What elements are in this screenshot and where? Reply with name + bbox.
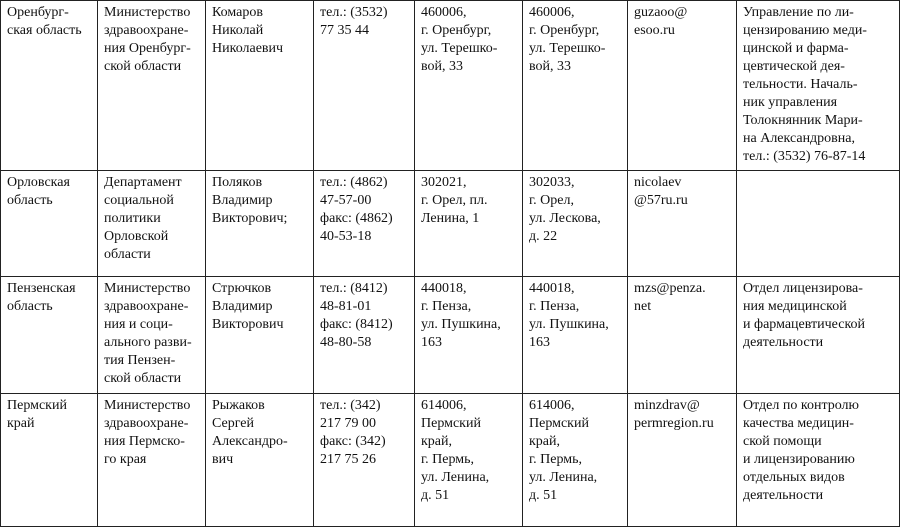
cell-line: г. Орел, пл. — [421, 193, 488, 208]
cell-line: г. Пермь, — [421, 452, 475, 467]
cell-line: 217 79 00 — [320, 416, 376, 431]
cell-line: Министерство — [104, 398, 191, 413]
cell-line: 614006, — [421, 398, 467, 413]
table-row — [1, 277, 900, 394]
cell-line: цензированию меди- — [743, 23, 867, 38]
cell-line: тельности. Началь- — [743, 77, 858, 92]
cell-line: nicolaev — [634, 175, 682, 190]
cell-line: тел.: (342) — [320, 398, 381, 413]
cell-line: ник управления — [743, 95, 838, 110]
cell-line: Стрючков — [212, 281, 272, 296]
cell-line: край — [7, 416, 35, 431]
cell-line: ния Пермско- — [104, 434, 185, 449]
cell-line: @57ru.ru — [634, 193, 688, 208]
cell-line: Управление по ли- — [743, 5, 854, 20]
table-row — [1, 171, 900, 277]
cell-line: тел.: (3532) 76-87-14 — [743, 149, 866, 164]
email-cell — [628, 171, 737, 277]
cell-line: 77 35 44 — [320, 23, 369, 38]
cell-line: Николай — [212, 23, 264, 38]
cell-line: ния медицинской — [743, 299, 847, 314]
cell-line: 302021, — [421, 175, 467, 190]
cell-line: ул. Терешко- — [529, 41, 606, 56]
postal-address-cell — [523, 1, 628, 171]
cell-line: 460006, — [421, 5, 467, 20]
division-cell — [737, 277, 900, 394]
cell-line: тел.: (8412) — [320, 281, 388, 296]
cell-line: esoo.ru — [634, 23, 675, 38]
cell-line: minzdrav@ — [634, 398, 700, 413]
region-cell — [1, 394, 98, 527]
cell-line: Департамент — [104, 175, 182, 190]
cell-line: Владимир — [212, 193, 273, 208]
cell-line: Рыжаков — [212, 398, 265, 413]
cell-line: 48-81-01 — [320, 299, 372, 314]
email-cell — [628, 394, 737, 527]
authority-cell — [98, 171, 206, 277]
postal-address-cell — [523, 394, 628, 527]
cell-line: Николаевич — [212, 41, 284, 56]
cell-line: Поляков — [212, 175, 263, 190]
cell-line: отдельных видов — [743, 470, 845, 485]
cell-line: ской области — [104, 59, 182, 74]
cell-line: Александро- — [212, 434, 288, 449]
cell-line: Орловская — [7, 175, 70, 190]
cell-line: г. Оренбург, — [421, 23, 492, 38]
cell-line: область — [7, 299, 53, 314]
cell-line: деятельности — [743, 335, 824, 350]
legal-address-cell — [415, 277, 523, 394]
cell-line: деятельности — [743, 488, 824, 503]
region-cell — [1, 1, 98, 171]
email-cell — [628, 1, 737, 171]
table-row — [1, 1, 900, 171]
cell-line: и лицензированию — [743, 452, 855, 467]
phone-cell — [314, 394, 415, 527]
cell-line: Оренбург- — [7, 5, 69, 20]
legal-address-cell — [415, 1, 523, 171]
table-row — [1, 394, 900, 527]
cell-line: Отдел лицензирова- — [743, 281, 863, 296]
cell-line: ул. Ленина, — [529, 470, 598, 485]
cell-line: ния и соци- — [104, 317, 173, 332]
cell-line: д. 22 — [529, 229, 558, 244]
cell-line: г. Пенза, — [529, 299, 580, 314]
postal-address-cell — [523, 171, 628, 277]
legal-address-cell — [415, 171, 523, 277]
cell-line: социальной — [104, 193, 174, 208]
cell-line: г. Пермь, — [529, 452, 583, 467]
cell-line: permregion.ru — [634, 416, 714, 431]
cell-line: качества медицин- — [743, 416, 854, 431]
cell-line: ской помощи — [743, 434, 822, 449]
cell-line: 47-57-00 — [320, 193, 372, 208]
cell-line: г. Оренбург, — [529, 23, 600, 38]
cell-line: Министерство — [104, 281, 191, 296]
cell-line: Пермский — [421, 416, 481, 431]
cell-line: здравоохране- — [104, 416, 189, 431]
cell-line: тел.: (4862) — [320, 175, 388, 190]
cell-line: net — [634, 299, 652, 314]
cell-line: Министерство — [104, 5, 191, 20]
cell-line: Пермский — [529, 416, 589, 431]
cell-line: Викторович; — [212, 211, 288, 226]
cell-line: Пензенская — [7, 281, 76, 296]
head-cell — [206, 171, 314, 277]
cell-line: на Александровна, — [743, 131, 855, 146]
cell-line: Викторович — [212, 317, 284, 332]
cell-line: область — [7, 193, 53, 208]
cell-line: 440018, — [529, 281, 575, 296]
cell-line: 302033, — [529, 175, 575, 190]
cell-line: 440018, — [421, 281, 467, 296]
cell-line: факс: (4862) — [320, 211, 393, 226]
cell-line: д. 51 — [529, 488, 558, 503]
postal-address-cell — [523, 277, 628, 394]
cell-line: факс: (342) — [320, 434, 386, 449]
cell-line: край, — [529, 434, 561, 449]
cell-line: 40-53-18 — [320, 229, 372, 244]
authority-cell — [98, 277, 206, 394]
cell-line: области — [104, 247, 151, 262]
cell-line: ул. Пушкина, — [421, 317, 501, 332]
cell-line: и фармацевтической — [743, 317, 866, 332]
cell-line: Сергей — [212, 416, 254, 431]
region-cell — [1, 171, 98, 277]
cell-line: Отдел по контролю — [743, 398, 859, 413]
cell-line: д. 51 — [421, 488, 450, 503]
head-cell — [206, 394, 314, 527]
head-cell — [206, 1, 314, 171]
cell-line: цинской и фарма- — [743, 41, 849, 56]
cell-line: вой, 33 — [421, 59, 464, 74]
cell-line: 48-80-58 — [320, 335, 372, 350]
cell-line: политики — [104, 211, 161, 226]
cell-line: тия Пензен- — [104, 353, 176, 368]
cell-line: 163 — [421, 335, 442, 350]
phone-cell — [314, 171, 415, 277]
cell-line: Ленина, 1 — [421, 211, 480, 226]
cell-line: ской области — [104, 371, 182, 386]
cell-line: цевтической дея- — [743, 59, 845, 74]
cell-line: го края — [104, 452, 147, 467]
cell-line: Владимир — [212, 299, 273, 314]
cell-line: г. Пенза, — [421, 299, 472, 314]
cell-line: 163 — [529, 335, 550, 350]
cell-line: ул. Терешко- — [421, 41, 498, 56]
authority-cell — [98, 1, 206, 171]
email-cell — [628, 277, 737, 394]
phone-cell — [314, 277, 415, 394]
cell-line: Толокнянник Мари- — [743, 113, 863, 128]
cell-line: ская область — [7, 23, 82, 38]
cell-line: 217 75 26 — [320, 452, 376, 467]
authority-cell — [98, 394, 206, 527]
cell-line: mzs@penza. — [634, 281, 706, 296]
cell-line: 614006, — [529, 398, 575, 413]
cell-line: Пермский — [7, 398, 67, 413]
cell-line: вой, 33 — [529, 59, 572, 74]
cell-line: ул. Ленина, — [421, 470, 490, 485]
cell-line: г. Орел, — [529, 193, 574, 208]
cell-line: ального разви- — [104, 335, 192, 350]
cell-line: Орловской — [104, 229, 169, 244]
head-cell — [206, 277, 314, 394]
cell-line: Комаров — [212, 5, 263, 20]
cell-line: факс: (8412) — [320, 317, 393, 332]
cell-line: здравоохране- — [104, 23, 189, 38]
cell-line: ул. Пушкина, — [529, 317, 609, 332]
table-body — [1, 1, 900, 527]
cell-line: guzaoo@ — [634, 5, 688, 20]
division-cell — [737, 171, 900, 277]
division-cell — [737, 394, 900, 527]
cell-line: край, — [421, 434, 453, 449]
cell-line: ния Оренбург- — [104, 41, 191, 56]
cell-line: 460006, — [529, 5, 575, 20]
cell-line: тел.: (3532) — [320, 5, 388, 20]
division-cell — [737, 1, 900, 171]
region-cell — [1, 277, 98, 394]
legal-address-cell — [415, 394, 523, 527]
cell-line: здравоохране- — [104, 299, 189, 314]
cell-line: ул. Лескова, — [529, 211, 601, 226]
cell-line: вич — [212, 452, 234, 467]
phone-cell — [314, 1, 415, 171]
